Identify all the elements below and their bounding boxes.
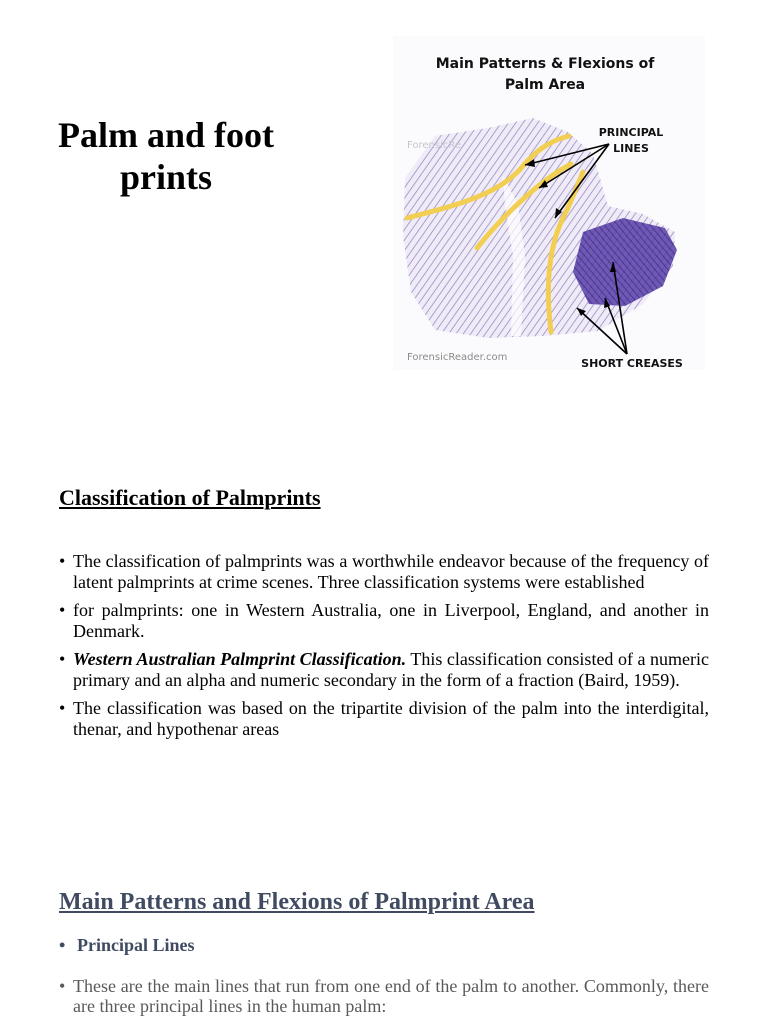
palm-flexions-figure	[393, 36, 705, 370]
classification-bullet-list	[59, 551, 709, 747]
bullet-item	[59, 649, 709, 690]
bullet-item	[59, 600, 709, 641]
bullet-text: The classification was based on the tripartite division of the palm into the interdigital, thenar, and hypothenar areas	[73, 698, 709, 739]
bullet-item	[59, 976, 709, 1017]
figure-title-line1: Main Patterns & Flexions of	[435, 56, 655, 72]
patterns-heading: Main Patterns and Flexions of Palmprint Area	[59, 889, 535, 915]
subheading-text: Principal Lines	[77, 935, 195, 955]
page-title: Palm and foot prints	[58, 115, 274, 197]
bullet-text: These are the main lines that run from one end of the palm to another. Commonly, there are three principal lines in the human palm:	[73, 975, 709, 1016]
principal-lines-label-line1: PRINCIPAL	[598, 126, 664, 139]
patterns-bullet-list	[59, 935, 709, 1017]
bullet-text: This classification consisted of a numeric primary and an alpha and numeric secondary in the form of a fraction (Baird, 1959).	[73, 649, 709, 690]
principal-lines-subheading	[59, 935, 709, 956]
classification-heading: Classification of Palmprints	[59, 485, 321, 510]
bullet-text: The classification of palmprints was a worthwhile endeavor because of the frequency of latent palmprints at crime scenes. Three classification systems were established	[73, 551, 709, 592]
figure-watermark: ForensicReader.com	[407, 352, 508, 363]
palm-flexions-diagram	[393, 36, 705, 370]
bullet-text: for palmprints: one in Western Australia, one in Liverpool, England, and another in Denmark.	[73, 600, 709, 641]
hypothenar-dark-region	[573, 218, 677, 306]
bullet-item	[59, 551, 709, 592]
figure-title-line2: Palm Area	[504, 77, 586, 93]
bullet-item	[59, 698, 709, 739]
principal-lines-label-line2: LINES	[613, 142, 649, 155]
short-creases-label: SHORT CREASES	[581, 357, 683, 370]
bullet-lead: Western Australian Palmprint Classification.	[73, 649, 407, 669]
figure-watermark-faint: ForensicRe	[407, 140, 462, 151]
